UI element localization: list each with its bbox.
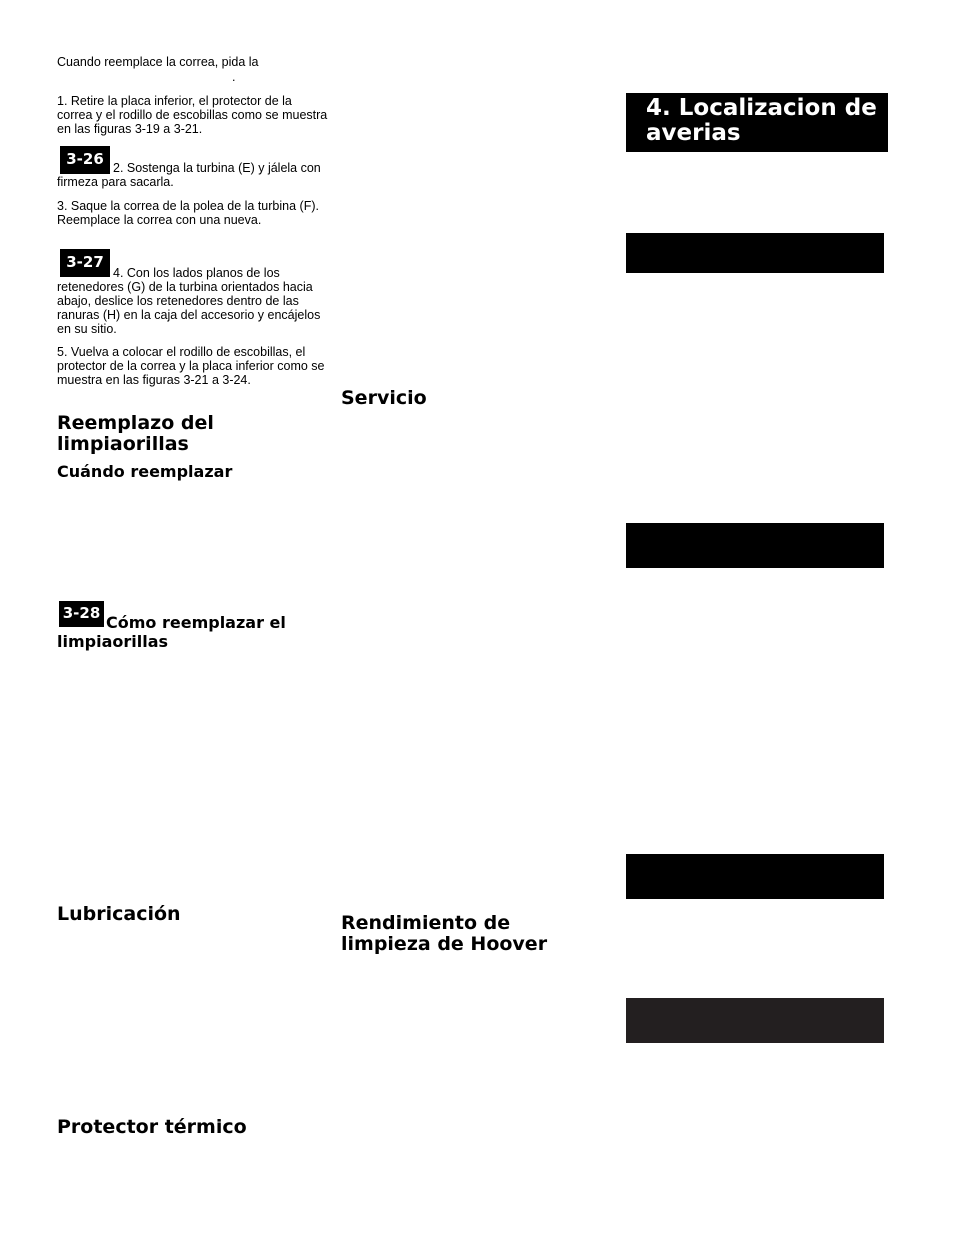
subheading-como-reemplazar: Cómo reemplazar el limpiaorillas <box>57 613 286 651</box>
heading-reemplazo-limpiaorillas: Reemplazo del limpiaorillas <box>57 412 214 455</box>
black-bar-1 <box>626 233 884 273</box>
figure-badge-3-28: 3-28 <box>59 601 104 627</box>
step-3: 3. Saque la correa de la polea de la turbina (F). Reemplace la correa con una nueva. <box>57 199 319 227</box>
heading-lubricacion: Lubricación <box>57 903 181 925</box>
intro-text: Cuando reemplace la correa, pida la <box>57 55 259 69</box>
black-bar-3 <box>626 854 884 899</box>
step-4: 4. Con los lados planos de los retenedores (G) de la turbina orientados hacia abajo, deslice los retenedores dentro de las ranuras (H) en la caja del accesorio y encájelos en su sitio. <box>57 266 321 336</box>
step-2: 2. Sostenga la turbina (E) y jálela con firmeza para sacarla. <box>57 161 321 189</box>
heading-rendimiento-limpieza: Rendimiento de limpieza de Hoover <box>341 912 548 955</box>
intro-dot: . <box>232 70 236 84</box>
step-1: 1. Retire la placa inferior, el protector de la correa y el rodillo de escobillas como se muestra en las figuras 3-19 a 3-21. <box>57 94 328 136</box>
black-bar-4 <box>626 998 884 1043</box>
black-bar-2 <box>626 523 884 568</box>
figure-badge-3-27: 3-27 <box>60 249 110 277</box>
heading-protector-termico: Protector térmico <box>57 1116 247 1138</box>
section-title-box <box>626 93 888 152</box>
step-5: 5. Vuelva a colocar el rodillo de escobillas, el protector de la correa y la placa inferior como se muestra en las figuras 3-21 a 3-24. <box>57 345 325 387</box>
section-title: 4. Localizacion de averias <box>646 95 877 146</box>
figure-badge-3-26: 3-26 <box>60 146 110 174</box>
subheading-cuando-reemplazar: Cuándo reemplazar <box>57 462 233 481</box>
heading-servicio: Servicio <box>341 387 427 409</box>
